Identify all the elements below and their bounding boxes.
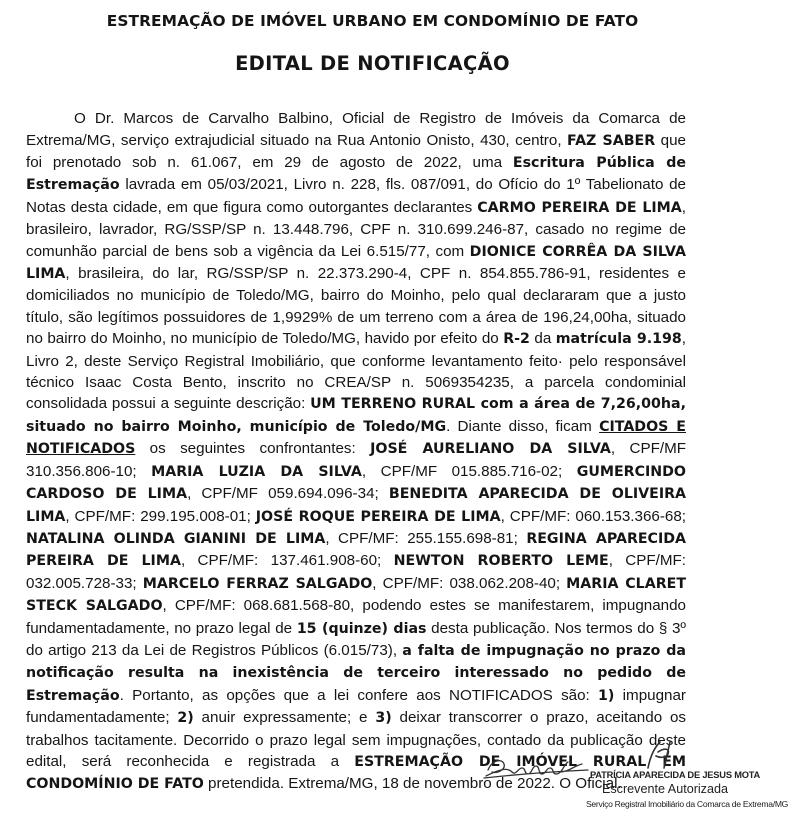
confrontante-name: BENEDITA APARECIDA DE OLIVEIRA LIMA bbox=[26, 486, 687, 525]
body-text-segment: os seguintes confrontantes: bbox=[135, 440, 371, 458]
body-text-segment: pretendida. Extrema/MG, 18 de novembro de 2022. O Oficial. bbox=[203, 775, 622, 793]
document-title: EDITAL DE NOTIFICAÇÃO bbox=[235, 52, 510, 75]
body-bold-declarant-1: CARMO PEREIRA DE LIMA bbox=[477, 199, 682, 216]
body-text-segment: , brasileira, do lar, RG/SSP/SP n. 22.373.290-4, CPF n. 854.855.786-91, residentes e domiciliados no município de Toledo/MG, bairro do Moinho, pelo qual declararam que a justo título, são legítimos possuidores de 1,9929% de um terreno com a área de 196,24,00ha, situado no bairro do Moinho, no município de Toledo/MG, havido por efeito do bbox=[26, 265, 686, 348]
body-text-segment: da bbox=[529, 330, 556, 348]
body-text-segment: desta publicação. Nos termos do § 3º do artigo 213 da Lei de Registros Públicos (6.015/73), bbox=[26, 619, 686, 659]
body-bold-falta-impugnacao: a falta de impugnação no prazo da notificação resulta na inexistência de terceiro interessado no pedido de Estremação bbox=[26, 642, 686, 704]
notary-stamp bbox=[586, 770, 788, 809]
document-kicker: ESTREMAÇÃO DE IMÓVEL URBANO EM CONDOMÍNIO DE FATO bbox=[106, 12, 639, 30]
stamp-signer-name: PATRÍCIA APARECIDA DE JESUS MOTA bbox=[590, 770, 761, 780]
body-bold-matricula: matrícula 9.198 bbox=[555, 331, 682, 348]
body-text-segment: deixar transcorrer o prazo, aceitando os trabalhos tacitamente. Decorrido o prazo legal sem impugnações, contado da publicação deste edital, será reconhecida e registrada a bbox=[26, 709, 687, 770]
body-text-segment: lavrada em 05/03/2021, Livro n. 228, fls. 087/091, do Ofício do 1º Tabelionato de Notas desta cidade, em que figura como outorgantes declarantes bbox=[26, 176, 686, 216]
edital-body bbox=[26, 108, 686, 796]
body-text-segment: . Diante disso, ficam bbox=[446, 417, 600, 435]
confrontante-name: MARIA LUZIA DA SILVA bbox=[151, 463, 362, 480]
body-text-segment: impugnar fundamentadamente; bbox=[26, 686, 686, 727]
option-number: 1) bbox=[598, 687, 615, 704]
body-bold-registro: R-2 bbox=[503, 331, 530, 348]
body-bold-declarant-2: DIONICE CORRÊA DA SILVA LIMA bbox=[26, 243, 686, 283]
confrontante-name: GUMERCINDO CARDOSO DE LIMA bbox=[26, 463, 686, 503]
option-number: 2) bbox=[177, 710, 194, 727]
confrontante-name: NATALINA OLINDA GIANINI DE LIMA bbox=[26, 530, 326, 547]
body-text-segment: . Portanto, as opções que a lei confere aos NOTIFICADOS são: bbox=[119, 686, 599, 704]
body-text-segment: , CPF/MF: 255.155.698-81; bbox=[325, 529, 527, 547]
body-text-segment: , CPF/MF: 038.062.208-40; bbox=[372, 574, 567, 592]
body-bold-estremacao: ESTREMAÇÃO DE IMÓVEL RURAL EM CONDOMÍNIO DE FATO bbox=[26, 753, 686, 793]
confrontante-name: JOSÉ AURELIANO DA SILVA bbox=[370, 441, 611, 458]
signature-initial bbox=[640, 738, 680, 772]
confrontante-name: NEWTON ROBERTO LEME bbox=[393, 553, 609, 570]
confrontante-name: JOSÉ ROQUE PEREIRA DE LIMA bbox=[255, 508, 501, 525]
body-text-segment: O Dr. Marcos de Carvalho Balbino, Oficial de Registro de Imóveis da Comarca de Extrema/MG, serviço extrajudicial situado na Rua Antonio Onisto, 430, centro, bbox=[26, 110, 686, 149]
body-bold-prazo: 15 (quinze) dias bbox=[296, 620, 427, 637]
body-bold-escritura: Escritura Pública de Estremação bbox=[26, 155, 686, 194]
body-text-segment: , CPF/MF: 299.195.008-01; bbox=[65, 507, 256, 525]
body-text-segment: , CPF/MF 015.885.716-02; bbox=[361, 462, 577, 480]
body-text-segment: , Livro 2, deste Serviço Registral Imobiliário, que conforme levantamento feito· pelo responsável técnico Isaac Costa Bento, inscrito no CREA/SP n. 5069354235, a parcela condominial consolidada possui a seguinte descrição: bbox=[26, 330, 686, 413]
body-text-segment: , brasileiro, lavrador, RG/SSP/SP n. 13.448.796, CPF n. 310.699.246-87, casado no regime de comunhão parcial de bens sob a vigência da Lei 6.515/77, com bbox=[26, 198, 686, 260]
body-text-segment: , CPF/MF 059.694.096-34; bbox=[187, 485, 389, 503]
body-text-segment: , CPF/MF: 137.461.908-60; bbox=[180, 552, 394, 570]
confrontante-name: MARIA CLARET STECK SALGADO bbox=[26, 575, 686, 615]
body-bold-citados: CITADOS E NOTIFICADOS bbox=[26, 418, 686, 458]
body-text-segment: , CPF/MF: 068.681.568-80, podendo estes se manifestarem, impugnando fundamentadamente, no prazo legal de bbox=[26, 597, 686, 637]
body-text-segment: , CPF/MF: 060.153.366-68; bbox=[500, 507, 687, 525]
stamp-office: Serviço Registral Imobiliário da Comarca de Extrema/MG bbox=[586, 799, 788, 809]
body-bold-terreno: UM TERRENO RURAL com a área de 7,26,00ha, situado no bairro Moinho, município de Toledo/MG bbox=[26, 396, 686, 435]
body-text-segment: anuir expressamente; e bbox=[193, 709, 376, 727]
confrontante-name: REGINA APARECIDA PEREIRA DE LIMA bbox=[26, 530, 687, 570]
body-text-segment: que foi prenotado sob n. 61.067, em 29 de agosto de 2022, uma bbox=[26, 131, 686, 171]
body-bold-faz-saber: FAZ SABER bbox=[567, 132, 656, 149]
handwritten-signature bbox=[482, 742, 592, 788]
stamp-signer-role: Escrevente Autorizada bbox=[601, 782, 728, 796]
confrontante-name: MARCELO FERRAZ SALGADO bbox=[142, 575, 373, 592]
body-text-segment: , CPF/MF: 032.005.728-33; bbox=[26, 552, 687, 592]
body-text-segment: , CPF/MF 310.356.806-10; bbox=[26, 440, 687, 480]
option-number: 3) bbox=[375, 710, 392, 727]
